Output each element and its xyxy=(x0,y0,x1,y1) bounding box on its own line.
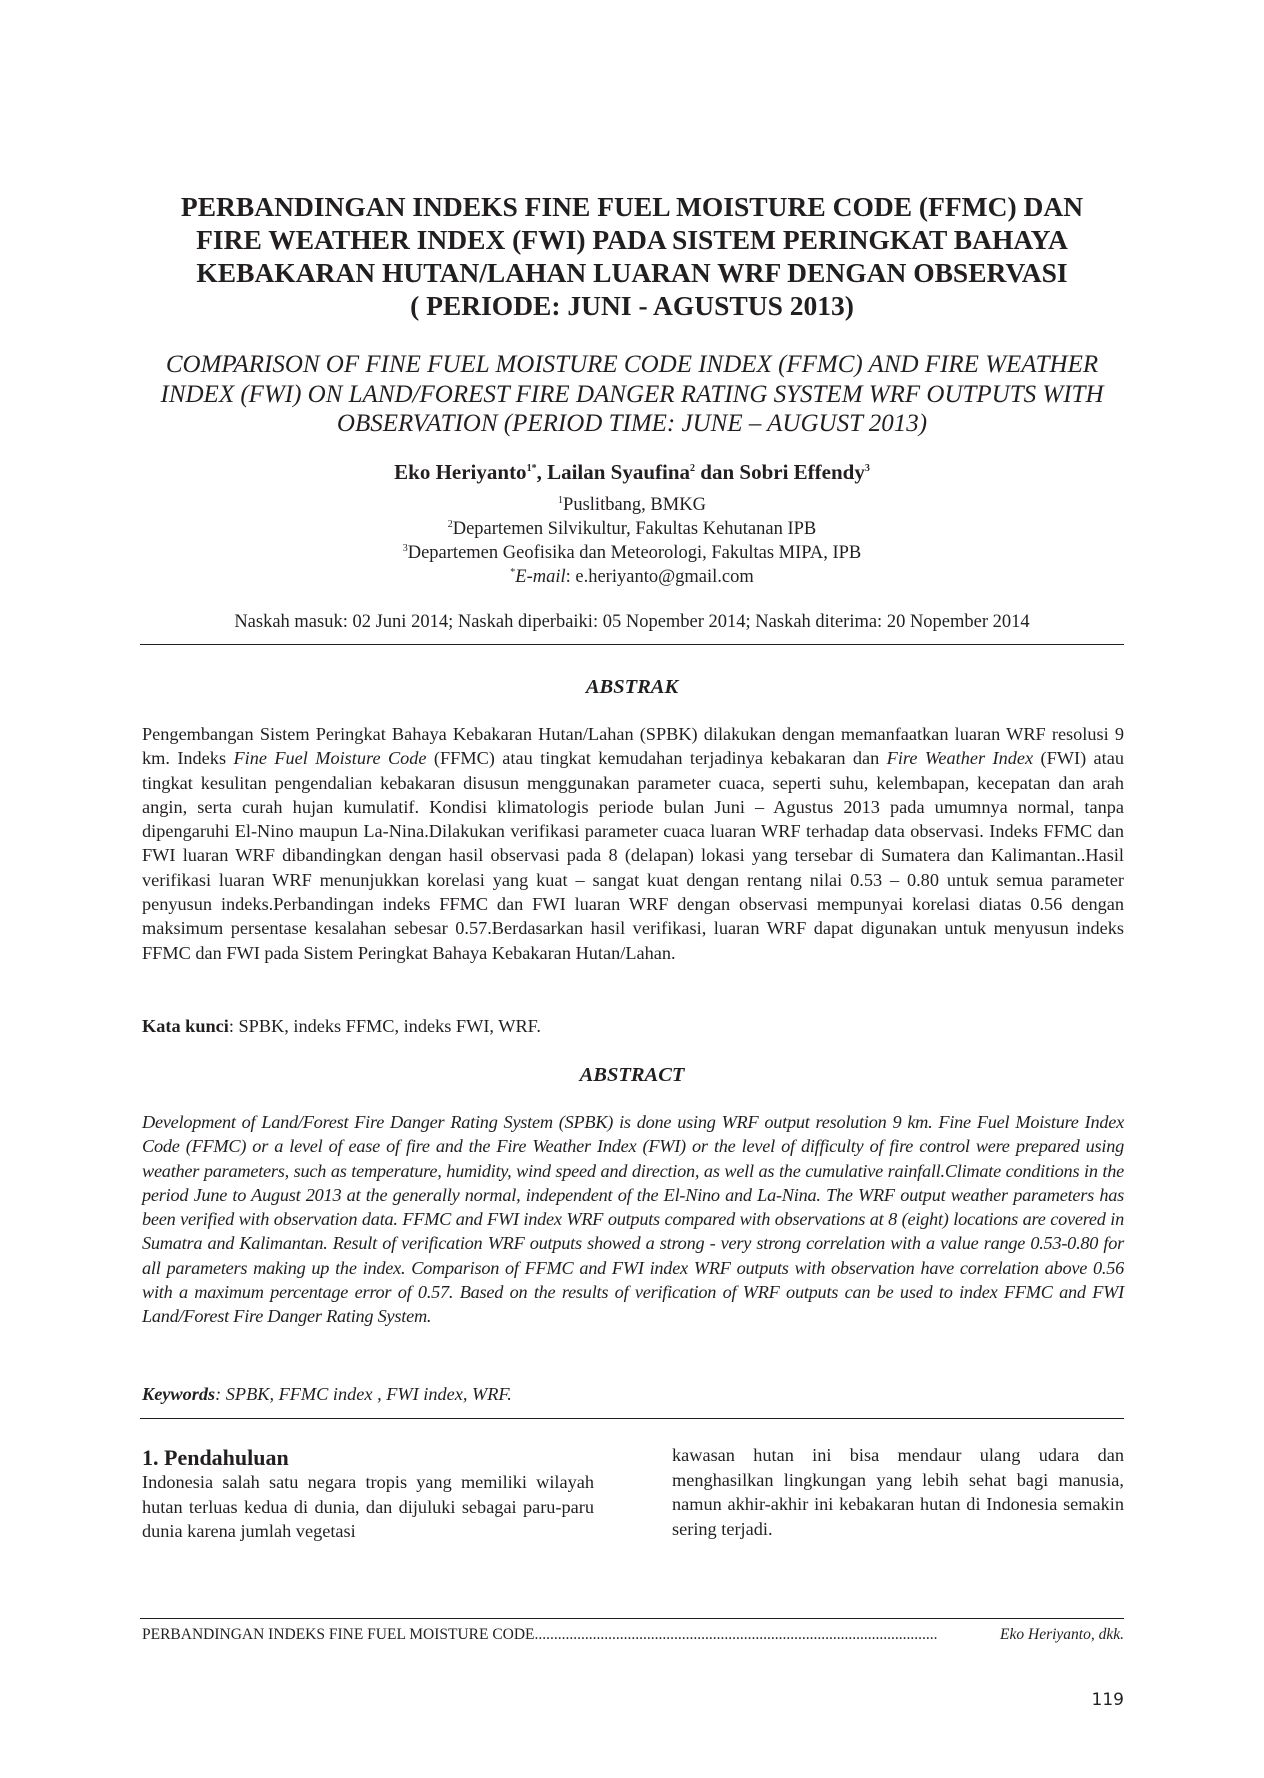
author-1-mark: 1* xyxy=(526,463,537,474)
title-id-line-2: FIRE WEATHER INDEX (FWI) PADA SISTEM PERINGKAT BAHAYA xyxy=(196,224,1068,255)
manuscript-dates: Naskah masuk: 02 Juni 2014; Naskah diperbaiki: 05 Nopember 2014; Naskah diterima: 20 Nopember 2014 xyxy=(234,612,1030,632)
abstrak-term-ffmc: Fine Fuel Moisture Code xyxy=(233,748,427,769)
title-en-line-3: OBSERVATION (PERIOD TIME: JUNE – AUGUST 2013) xyxy=(336,410,928,437)
affiliation-3-mark: 3 xyxy=(402,542,408,554)
section-1-right-column: kawasan hutan ini bisa mendaur ulang udara dan menghasilkan lingkungan yang lebih sehat bagi manusia, namun akhir-akhir ini kebakaran hutan di Indonesia semakin sering terjadi. xyxy=(672,1445,1124,1539)
email-address: : e.heriyanto@gmail.com xyxy=(565,567,754,587)
divider-top xyxy=(140,644,1124,645)
abstrak-term-fwi: Fire Weather Index xyxy=(886,748,1034,769)
email-line xyxy=(140,566,1124,588)
affiliation-3-text: Departemen Geofisika dan Meteorologi, Fakultas MIPA, IPB xyxy=(407,543,862,563)
divider-footer xyxy=(140,1618,1124,1619)
kata-kunci-label: Kata kunci xyxy=(142,1016,229,1036)
abstrak-text-1: Pengembangan Sistem Peringkat Bahaya Kebakaran Hutan/Lahan (SPBK) dilakukan dengan memanfaatkan luaran WRF resolusi 9 km. Indeks xyxy=(142,724,1124,769)
section-1-left-column: Indonesia salah satu negara tropis yang memiliki wilayah hutan terluas kedua di dunia, dan dijuluki sebagai paru-paru dunia karena jumlah vegetasi xyxy=(142,1472,594,1542)
author-list xyxy=(140,460,1124,485)
author-2-mark: 2 xyxy=(690,463,696,474)
abstrak-text-2: (FFMC) atau tingkat kemudahan terjadinya kebakaran dan xyxy=(426,748,887,769)
kata-kunci xyxy=(142,1016,1124,1037)
affiliation-3 xyxy=(140,542,1124,564)
abstrak-body xyxy=(142,722,1124,965)
title-english xyxy=(140,350,1124,439)
title-id-line-3: KEBAKARAN HUTAN/LAHAN LUARAN WRF DENGAN OBSERVASI xyxy=(196,257,1068,288)
title-indonesian xyxy=(140,190,1124,322)
abstract-heading: ABSTRACT xyxy=(579,1064,685,1086)
author-3-mark: 3 xyxy=(864,463,870,474)
keywords xyxy=(142,1384,1124,1405)
affiliation-2-text: Departemen Silvikultur, Fakultas Kehutanan IPB xyxy=(452,519,817,539)
affiliation-1 xyxy=(140,494,1124,516)
abstract-body: Development of Land/Forest Fire Danger Rating System (SPBK) is done using WRF output resolution 9 km. Fine Fuel Moisture Index Code (FFMC) or a level of ease of fire and the Fire Weather Index (FWI) or the level of difficulty of fire control were prepared using weather parameters, such as temperature, humidity, wind speed and direction, as well as the cumulative rainfall.Climate conditions in the period June to August 2013 at the generally normal, independent of the El-Nino and La-Nina. The WRF output weather parameters has been verified with observation data. FFMC and FWI index WRF outputs compared with observations at 8 (eight) locations are covered in Sumatra and Kalimantan. Result of verification WRF outputs showed a strong - very strong correlation with a value range 0.53-0.80 for all parameters making up the index. Comparison of FFMC and FWI index WRF outputs with observation have correlation above 0.56 with a maximum percentage error of 0.57. Based on the results of verification of WRF outputs can be used to index FFMC and FWI Land/Forest Fire Danger Rating System. xyxy=(142,1112,1124,1327)
affiliation-1-text: Puslitbang, BMKG xyxy=(563,495,706,515)
email-label: E-mail xyxy=(515,567,566,587)
title-en-line-1: COMPARISON OF FINE FUEL MOISTURE CODE INDEX (FFMC) AND FIRE WEATHER xyxy=(165,351,1099,378)
section-1-title: 1. Pendahuluan xyxy=(142,1445,289,1470)
abstrak-heading: ABSTRAK xyxy=(585,676,679,698)
author-2: , Lailan Syaufina xyxy=(536,460,691,484)
email-mark: * xyxy=(510,566,516,578)
divider-middle xyxy=(140,1418,1124,1419)
title-en-line-2: INDEX (FWI) ON LAND/FOREST FIRE DANGER RATING SYSTEM WRF OUTPUTS WITH xyxy=(160,380,1104,408)
title-id-line-4: ( PERIODE: JUNI - AGUSTUS 2013) xyxy=(410,290,854,321)
kata-kunci-text: : SPBK, indeks FFMC, indeks FWI, WRF. xyxy=(228,1016,541,1036)
running-author: Eko Heriyanto, dkk. xyxy=(1000,1626,1124,1643)
title-id-line-1: PERBANDINGAN INDEKS FINE FUEL MOISTURE CODE (FFMC) DAN xyxy=(180,191,1084,222)
affiliation-2 xyxy=(140,518,1124,540)
author-1: Eko Heriyanto xyxy=(394,460,527,484)
keywords-label: Keywords xyxy=(142,1384,216,1404)
abstrak-text-3: (FWI) atau tingkat kesulitan pengendalian kebakaran disusun menggunakan parameter cuaca, seperti suhu, kelembapan, kecepatan dan arah angin, serta curah hujan kumulatif. Kondisi klimatologis periode bulan Juni – Agustus 2013 pada umumnya normal, tanpa dipengaruhi El-Nino maupun La-Nina.Dilakukan verifikasi parameter cuaca luaran WRF terhadap data observasi. Indeks FFMC dan FWI luaran WRF dibandingkan dengan hasil observasi pada 8 (delapan) lokasi yang tersebar di Sumatera dan Kalimantan..Hasil verifikasi luaran WRF menunjukkan korelasi yang kuat – sangat kuat dengan rentang nilai 0.53 – 0.80 untuk semua parameter penyusun indeks.Perbandingan indeks FFMC dan FWI luaran WRF dengan observasi mempunyai korelasi diatas 0.56 dengan maksimum persentase kesalahan sebesar 0.57.Berdasarkan hasil verifikasi, luaran WRF dapat digunakan untuk menyusun indeks FFMC dan FWI pada Sistem Peringkat Bahaya Kebakaran Hutan/Lahan. xyxy=(142,748,1124,963)
affiliation-1-mark: 1 xyxy=(558,494,564,506)
running-title: PERBANDINGAN INDEKS FINE FUEL MOISTURE CODE........................................................................................................ xyxy=(142,1626,938,1643)
affiliation-2-mark: 2 xyxy=(447,518,453,530)
keywords-text: : SPBK, FFMC index , FWI index, WRF. xyxy=(215,1384,512,1404)
author-3: dan Sobri Effendy xyxy=(695,460,865,484)
page-number: 119 xyxy=(1091,1690,1124,1710)
